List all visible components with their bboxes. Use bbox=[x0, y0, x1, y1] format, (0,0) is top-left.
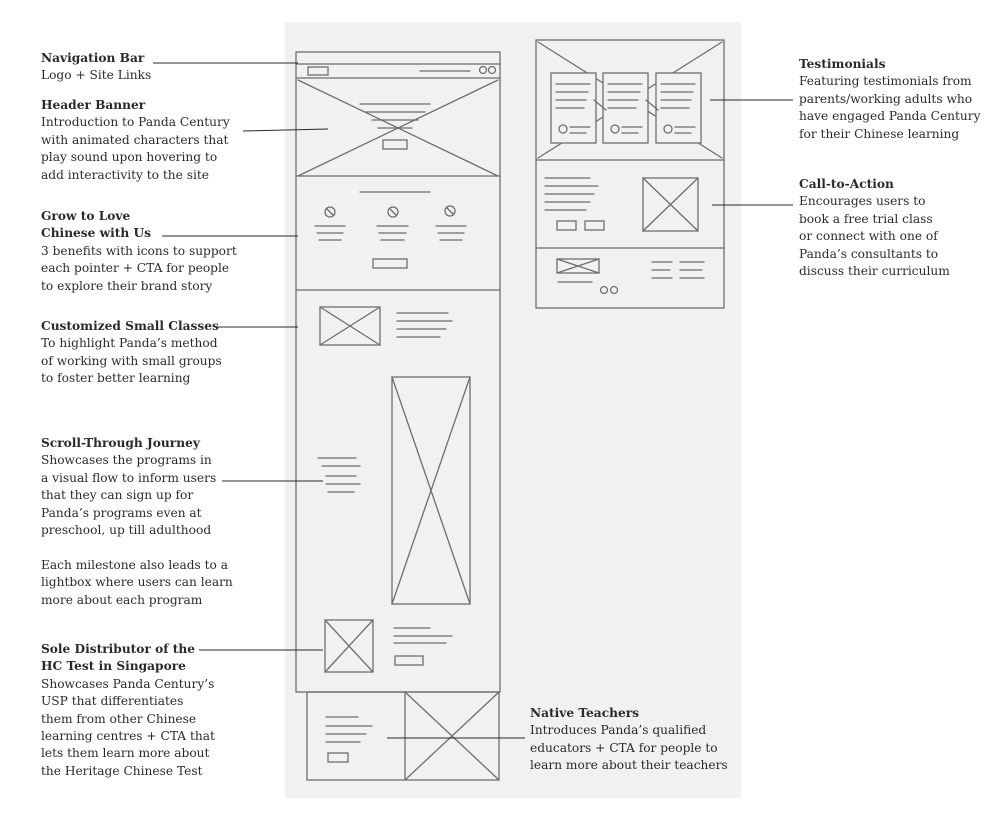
annotation-body-line: each pointer + CTA for people bbox=[41, 261, 230, 276]
annotation-body-line: or connect with one of bbox=[799, 229, 938, 244]
annotation-body-line: book a free trial class bbox=[799, 211, 933, 226]
annotation-body-line: preschool, up till adulthood bbox=[41, 523, 212, 538]
annotation-body-line: that they can sign up for bbox=[41, 488, 194, 503]
annotation-body-line: them from other Chinese bbox=[41, 711, 197, 726]
annotation-body-line: learning centres + CTA that bbox=[41, 729, 215, 744]
small-classes-wireframe bbox=[320, 307, 452, 345]
annotation-body-line: to explore their brand story bbox=[41, 278, 213, 293]
annotation-title: Call-to-Action bbox=[799, 177, 894, 191]
annotation-body-line: Panda’s consultants to bbox=[799, 246, 939, 261]
annotation-body-line: USP that differentiates bbox=[41, 694, 184, 709]
annotation-body-line: educators + CTA for people to bbox=[530, 740, 718, 755]
annotation-body-line: Panda’s programs even at bbox=[41, 505, 202, 520]
annotation-body-line: play sound upon hovering to bbox=[41, 150, 218, 165]
footer-wireframe bbox=[557, 259, 704, 294]
annotation-body-line: to foster better learning bbox=[41, 371, 191, 386]
annotation-title: Sole Distributor of the bbox=[41, 642, 195, 656]
annotation-grow-to-love bbox=[41, 208, 237, 295]
annotation-body-line: 3 benefits with icons to support bbox=[41, 243, 237, 258]
annotation-body-line: lightbox where users can learn bbox=[41, 575, 233, 590]
annotation-body-line: lets them learn more about bbox=[41, 746, 210, 761]
annotation-testimonials bbox=[799, 56, 980, 143]
journey-wireframe bbox=[318, 377, 470, 604]
annotation-body-line: Encourages users to bbox=[799, 194, 926, 209]
annotation-navigation-bar bbox=[41, 50, 151, 85]
annotation-title: Navigation Bar bbox=[41, 51, 145, 65]
annotation-title: HC Test in Singapore bbox=[41, 659, 186, 674]
annotation-title: Header Banner bbox=[41, 98, 146, 112]
hc-test-wireframe bbox=[325, 620, 452, 672]
continuation-wireframe bbox=[536, 40, 724, 308]
annotation-body-line: of working with small groups bbox=[41, 353, 222, 368]
annotation-call-to-action bbox=[799, 176, 950, 280]
cta-wireframe bbox=[536, 178, 724, 248]
benefits-wireframe bbox=[296, 192, 500, 290]
annotation-title: Native Teachers bbox=[530, 706, 640, 720]
annotation-body-line: parents/working adults who bbox=[799, 91, 973, 106]
annotation-body-line: the Heritage Chinese Test bbox=[41, 763, 203, 778]
annotation-body-line: learn more about their teachers bbox=[530, 758, 728, 773]
annotation-title: Grow to Love bbox=[41, 209, 131, 223]
testimonials-wireframe bbox=[536, 42, 724, 160]
native-teachers-wireframe bbox=[307, 692, 499, 780]
annotation-body-line: Introduces Panda’s qualified bbox=[530, 723, 707, 738]
annotation-spacer bbox=[41, 539, 233, 556]
annotation-customized-small-classes bbox=[41, 318, 222, 388]
annotation-scroll-through-journey bbox=[41, 435, 233, 609]
annotation-header-banner bbox=[41, 97, 230, 184]
header-banner-wireframe bbox=[296, 80, 500, 176]
annotation-body-line: Each milestone also leads to a bbox=[41, 557, 229, 572]
annotation-body-line: Showcases Panda Century’s bbox=[41, 676, 215, 691]
annotation-body-line: Introduction to Panda Century bbox=[41, 115, 230, 130]
annotation-body-line: a visual flow to inform users bbox=[41, 470, 217, 485]
annotation-native-teachers bbox=[530, 705, 728, 775]
annotation-body-line: Showcases the programs in bbox=[41, 453, 212, 468]
annotation-body-line: more about each program bbox=[41, 592, 203, 607]
annotation-body-line: To highlight Panda’s method bbox=[41, 336, 218, 351]
annotation-body-line: have engaged Panda Century bbox=[799, 109, 981, 124]
annotation-title: Chinese with Us bbox=[41, 226, 152, 241]
callout-line-header-banner bbox=[243, 129, 328, 131]
annotation-body-line: Featuring testimonials from bbox=[799, 74, 972, 89]
annotation-sole-distributor bbox=[41, 641, 215, 780]
annotation-body-line: for their Chinese learning bbox=[799, 126, 960, 141]
annotation-body-line: discuss their curriculum bbox=[799, 264, 950, 279]
annotation-body-line: Logo + Site Links bbox=[41, 68, 152, 83]
homepage-wireframe bbox=[296, 52, 500, 780]
nav-bar-wireframe bbox=[296, 64, 500, 78]
annotation-body-line: add interactivity to the site bbox=[41, 167, 209, 182]
annotation-title: Testimonials bbox=[799, 57, 886, 71]
annotation-body-line: with animated characters that bbox=[41, 132, 229, 147]
annotation-title: Scroll-Through Journey bbox=[41, 436, 200, 450]
annotation-title: Customized Small Classes bbox=[41, 319, 219, 333]
